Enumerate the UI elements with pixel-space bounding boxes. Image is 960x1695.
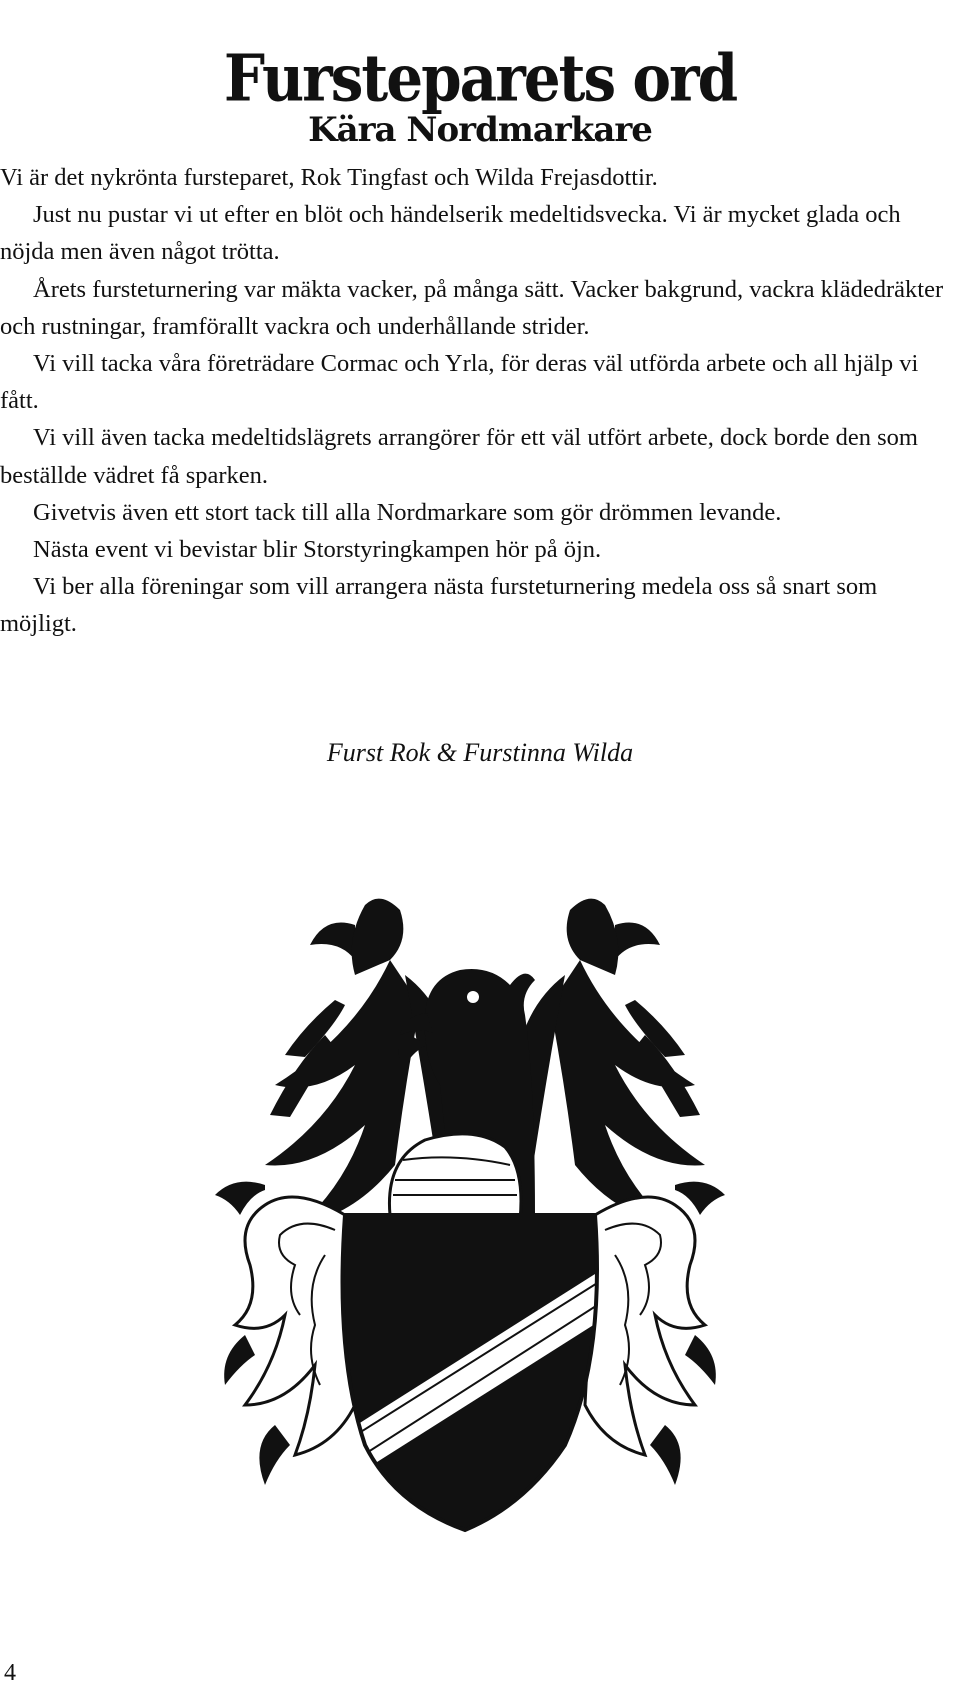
helmet xyxy=(389,1134,521,1220)
paragraph: Givetvis även ett stort tack till alla Nordmarkare som gör drömmen levande. xyxy=(33,498,782,526)
greeting-heading: Kära Nordmarkare xyxy=(308,110,652,150)
shield xyxy=(325,1215,625,1530)
paragraph: Vi vill även tacka medeltidslägrets arrangörer för ett väl utfört arbete, dock borde den som beställde vädret få sparken. xyxy=(0,424,918,489)
page-title: Fursteparets ord xyxy=(223,39,737,116)
paragraph: Vi ber alla föreningar som vill arrangera nästa fursteturnering medela oss så snart som möjligt. xyxy=(0,573,878,638)
page-number: 4 xyxy=(4,1660,16,1686)
paragraph: Just nu pustar vi ut efter en blöt och händelserik medeltidsvecka. Vi är mycket glada och nöjda men även något trötta. xyxy=(0,201,901,266)
mantling-right xyxy=(585,1182,725,1485)
paragraph: Årets fursteturnering var mäkta vacker, på många sätt. Vacker bakgrund, vackra klädedräkter och rustningar, framförallt vackra och underhållande strider. xyxy=(0,275,944,340)
mantling-left xyxy=(215,1182,355,1485)
letter-body xyxy=(0,159,958,643)
paragraph: Vi är det nykrönta fursteparet, Rok Tingfast och Wilda Frejasdottir. xyxy=(0,164,658,191)
paragraph: Vi vill tacka våra företrädare Cormac och Yrla, för deras väl utförda arbete och all hjälp vi fått. xyxy=(0,350,919,415)
signature: Furst Rok & Furstinna Wilda xyxy=(326,738,634,767)
right-wing xyxy=(515,899,705,1225)
heraldic-eagle-icon xyxy=(205,885,765,1535)
paragraph: Nästa event vi bevistar blir Storstyringkampen hör på öjn. xyxy=(33,536,602,564)
